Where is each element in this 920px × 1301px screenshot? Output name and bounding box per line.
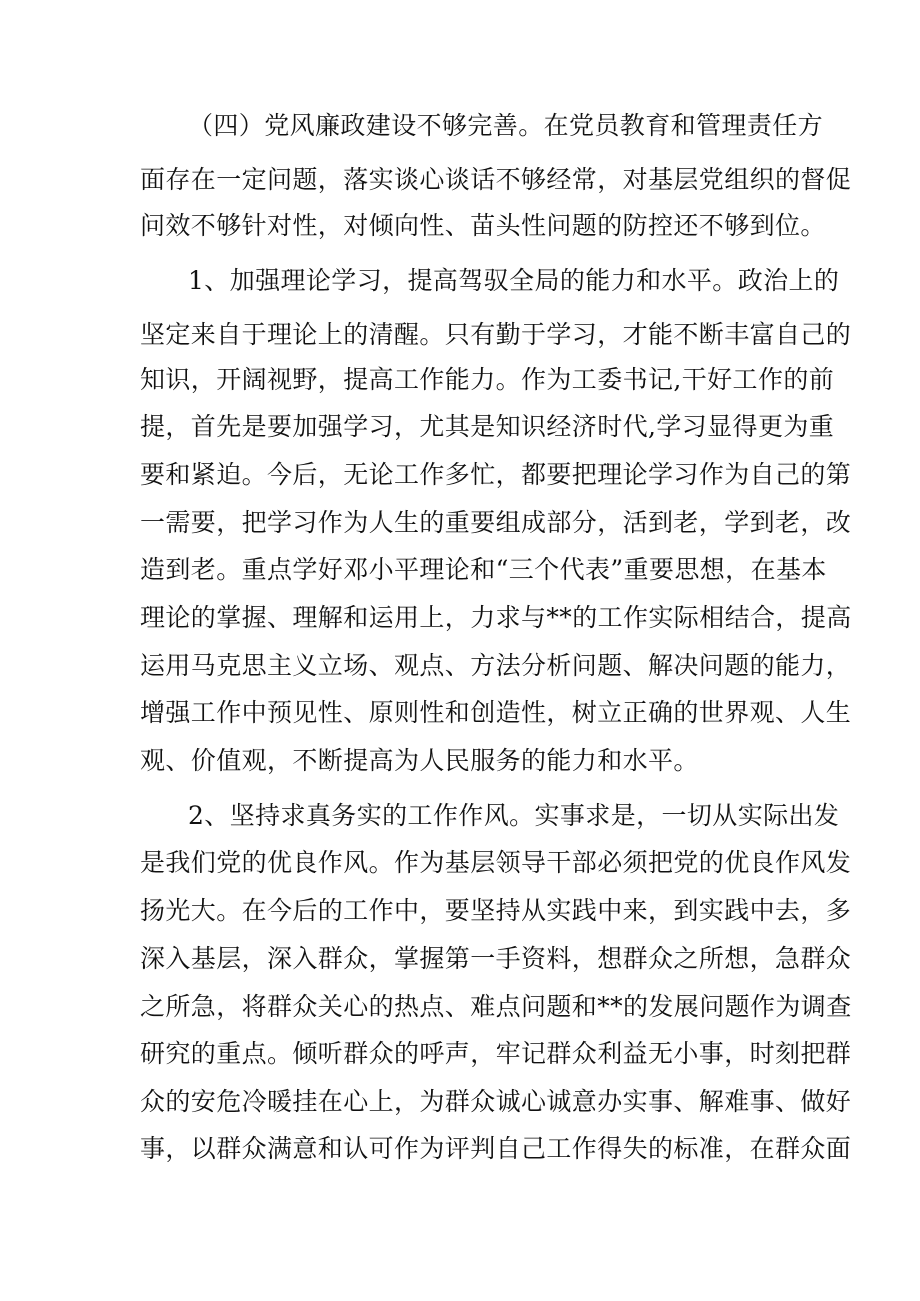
paragraph-2-line-1: 1、加强理论学习，提高驾驭全局的能力和水平。政治上的 [188,266,840,295]
paragraph-3-line-2: 是我们党的优良作风。作为基层领导干部必须把党的优良作风发 [140,848,852,877]
paragraph-1-line-3: 问效不够针对性，对倾向性、苗头性问题的防控还不够到位。 [140,211,826,240]
paragraph-3-line-7: 众的安危冷暖挂在心上，为群众诚心诚意办实事、解难事、做好 [140,1087,852,1116]
paragraph-1-line-1: （四）党风廉政建设不够完善。在党员教育和管理责任方 [188,111,824,140]
paragraph-2-line-6: 一需要，把学习作为人生的重要组成部分，活到老，学到老，改 [140,508,852,537]
paragraph-3-line-4: 深入基层，深入群众，掌握第一手资料，想群众之所想，急群众 [140,944,852,973]
paragraph-3-line-8: 事，以群众满意和认可作为评判自己工作得失的标准，在群众面 [140,1134,852,1163]
paragraph-2-line-9: 运用马克思主义立场、观点、方法分析问题、解决问题的能力， [140,651,852,680]
paragraph-2-line-11: 观、价值观，不断提高为人民服务的能力和水平。 [140,746,699,775]
paragraph-2-line-8: 理论的掌握、理解和运用上，力求与**的工作实际相结合，提高 [140,603,852,632]
paragraph-2-line-7: 造到老。重点学好邓小平理论和“三个代表”重要思想，在基本 [140,555,827,584]
paragraph-3-line-1: 2、坚持求真务实的工作作风。实事求是，一切从实际出发 [188,801,840,830]
paragraph-2-line-2: 坚定来自于理论上的清醒。只有勤于学习，才能不断丰富自己的 [140,320,852,349]
paragraph-2-line-3: 知识，开阔视野，提高工作能力。作为工委书记,干好工作的前 [140,365,835,394]
paragraph-2-line-10: 增强工作中预见性、原则性和创造性，树立正确的世界观、人生 [140,698,852,727]
paragraph-3-line-3: 扬光大。在今后的工作中，要坚持从实践中来，到实践中去，多 [140,896,852,925]
paragraph-3-line-5: 之所急，将群众关心的热点、难点问题和**的发展问题作为调查 [140,992,852,1021]
paragraph-1-line-2: 面存在一定问题，落实谈心谈话不够经常，对基层党组织的督促 [140,165,852,194]
paragraph-2-line-4: 提，首先是要加强学习，尤其是知识经济时代,学习显得更为重 [140,412,835,441]
paragraph-2-line-5: 要和紧迫。今后，无论工作多忙，都要把理论学习作为自己的第 [140,460,852,489]
paragraph-3-line-6: 研究的重点。倾听群众的呼声，牢记群众利益无小事，时刻把群 [140,1039,852,1068]
